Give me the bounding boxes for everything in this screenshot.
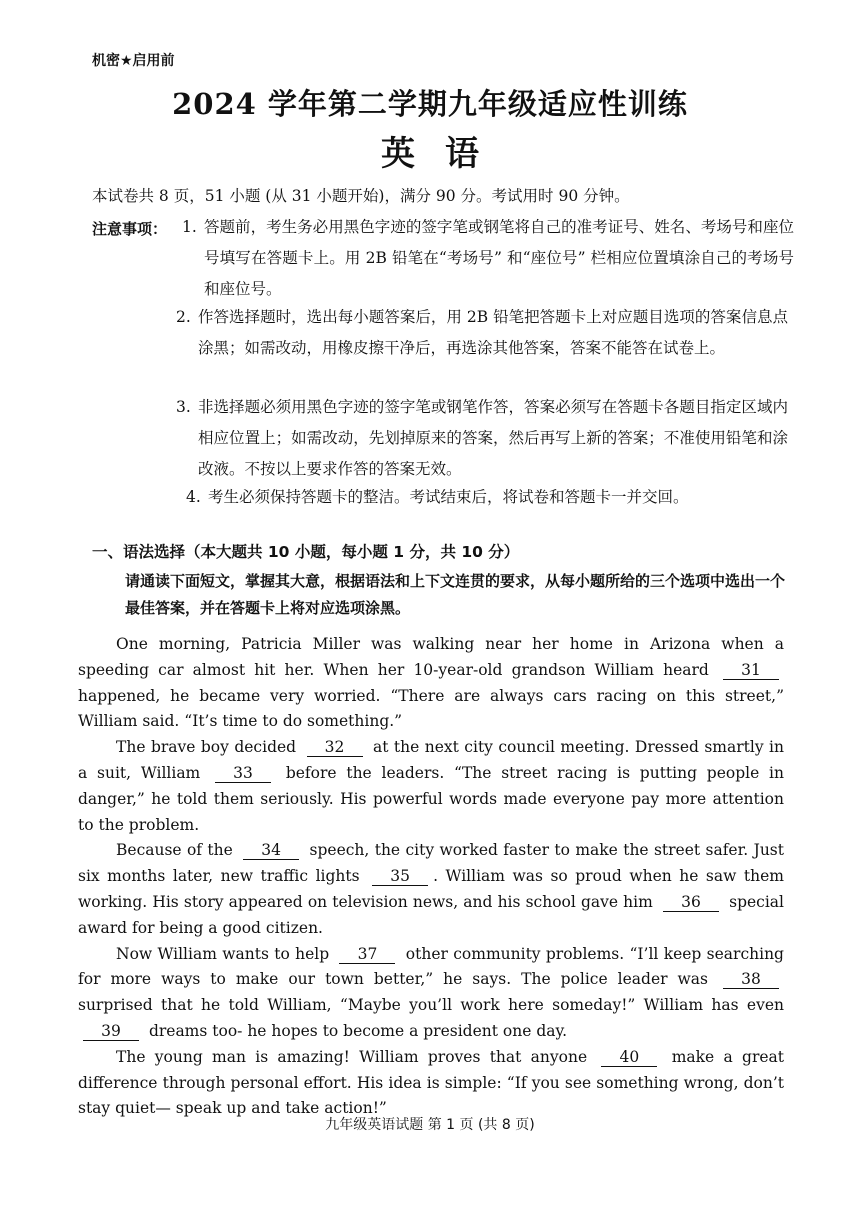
blank-31: 31 xyxy=(723,661,779,680)
passage-paragraph xyxy=(78,632,784,735)
blank-36: 36 xyxy=(663,893,719,912)
passage-text: before the leaders. “The street racing is putting people in danger,” he told them seriously. His powerful words made everyone pay more attention to the problem. xyxy=(78,763,784,834)
blank-40: 40 xyxy=(601,1048,657,1067)
blank-38: 38 xyxy=(723,970,779,989)
passage-paragraph xyxy=(78,1045,784,1122)
blank-39: 39 xyxy=(83,1022,139,1041)
passage-text: special award for being a good citizen. xyxy=(78,892,784,937)
passage-paragraph xyxy=(78,735,784,838)
notice-item-number: 1. xyxy=(182,218,197,236)
passage-text: surprised that he told William, “Maybe you’ll work here someday!” William has even xyxy=(78,996,784,1015)
passage-text: other community problems. “I’ll keep searching for more ways to make our town better,” he says. The police leader was xyxy=(78,944,784,989)
passage-text: The young man is amazing! William proves that anyone xyxy=(116,1047,588,1066)
page-footer: 九年级英语试题 第 1 页 (共 8 页) xyxy=(325,1117,535,1133)
confidential-mark: 机密★启用前 xyxy=(92,53,175,69)
passage-text: make a great difference through personal effort. His idea is simple: “If you see something wrong, don’t stay quiet— speak up and take action!” xyxy=(78,1047,785,1118)
section-instruction: 请通读下面短文，掌握其大意，根据语法和上下文连贯的要求，从每小题所给的三个选项中选出一个最佳答案，并在答题卡上将对应选项涂黑。 xyxy=(125,572,786,617)
passage-text: happened, he became very worried. “There are always cars racing on this street,” William said. “It’s time to do something.” xyxy=(78,686,784,731)
notice-item-3 xyxy=(176,392,788,485)
passage-text: Because of the xyxy=(116,841,233,860)
blank-35: 35 xyxy=(372,867,428,886)
passage-text: speech, the city worked faster to make the street safer. Just six months later, new traffic lights xyxy=(78,841,784,886)
blank-33: 33 xyxy=(215,764,271,783)
notice-item-text: 答题前，考生务必用黑色字迹的签字笔或钢笔将自己的准考证号、姓名、考场号和座位号填写在答题卡上。用 2B 铅笔在“考场号” 和“座位号” 栏相应位置填涂自己的考场号和座位号。 xyxy=(204,218,794,298)
notice-item-4 xyxy=(186,482,808,513)
passage-text: The brave boy decided xyxy=(116,738,297,757)
blank-37: 37 xyxy=(339,945,395,964)
notice-item-text: 作答选择题时，选出每小题答案后，用 2B 铅笔把答题卡上对应题目选项的答案信息点涂黑；如需改动，用橡皮擦干净后，再选涂其他答案，答案不能答在试卷上。 xyxy=(198,308,788,357)
notice-item-text: 非选择题必须用黑色字迹的签字笔或钢笔作答，答案必须写在答题卡各题目指定区域内相应位置上；如需改动，先划掉原来的答案，然后再写上新的答案；不准使用铅笔和涂改液。不按以上要求作答的答案无效。 xyxy=(198,398,788,478)
notice-item-number: 2. xyxy=(176,308,191,326)
exam-intro: 本试卷共 8 页，51 小题 (从 31 小题开始)，满分 90 分。考试用时 90 分钟。 xyxy=(92,187,630,205)
subject-title: 英语 xyxy=(381,134,509,174)
exam-title: 2024 学年第二学期九年级适应性训练 xyxy=(172,87,688,121)
notice-item-number: 4. xyxy=(186,488,201,506)
reading-passage xyxy=(78,632,784,1122)
notice-item-number: 3. xyxy=(176,398,191,416)
section-title: 一、语法选择（本大题共 10 小题，每小题 1 分，共 10 分） xyxy=(92,543,520,561)
passage-paragraph xyxy=(78,838,784,941)
passage-paragraph xyxy=(78,942,784,1045)
notice-item-1 xyxy=(182,212,794,305)
notice-label: 注意事项： xyxy=(92,220,168,238)
blank-32: 32 xyxy=(307,738,363,757)
passage-text: dreams too- he hopes to become a president one day. xyxy=(148,1021,568,1040)
passage-text: . William was so proud when he saw them working. His story appeared on television news, and his school gave him xyxy=(78,867,784,911)
passage-text: Now William wants to help xyxy=(116,944,330,963)
blank-34: 34 xyxy=(243,841,299,860)
notice-item-2 xyxy=(176,302,788,364)
passage-text: One morning, Patricia Miller was walking near her home in Arizona when a speeding car almost hit her. When her 10-year-old grandson William heard xyxy=(78,635,784,679)
passage-text: at the next city council meeting. Dressed smartly in a suit, William xyxy=(78,738,784,782)
notice-item-text: 考生必须保持答题卡的整洁。考试结束后，将试卷和答题卡一并交回。 xyxy=(208,488,689,506)
